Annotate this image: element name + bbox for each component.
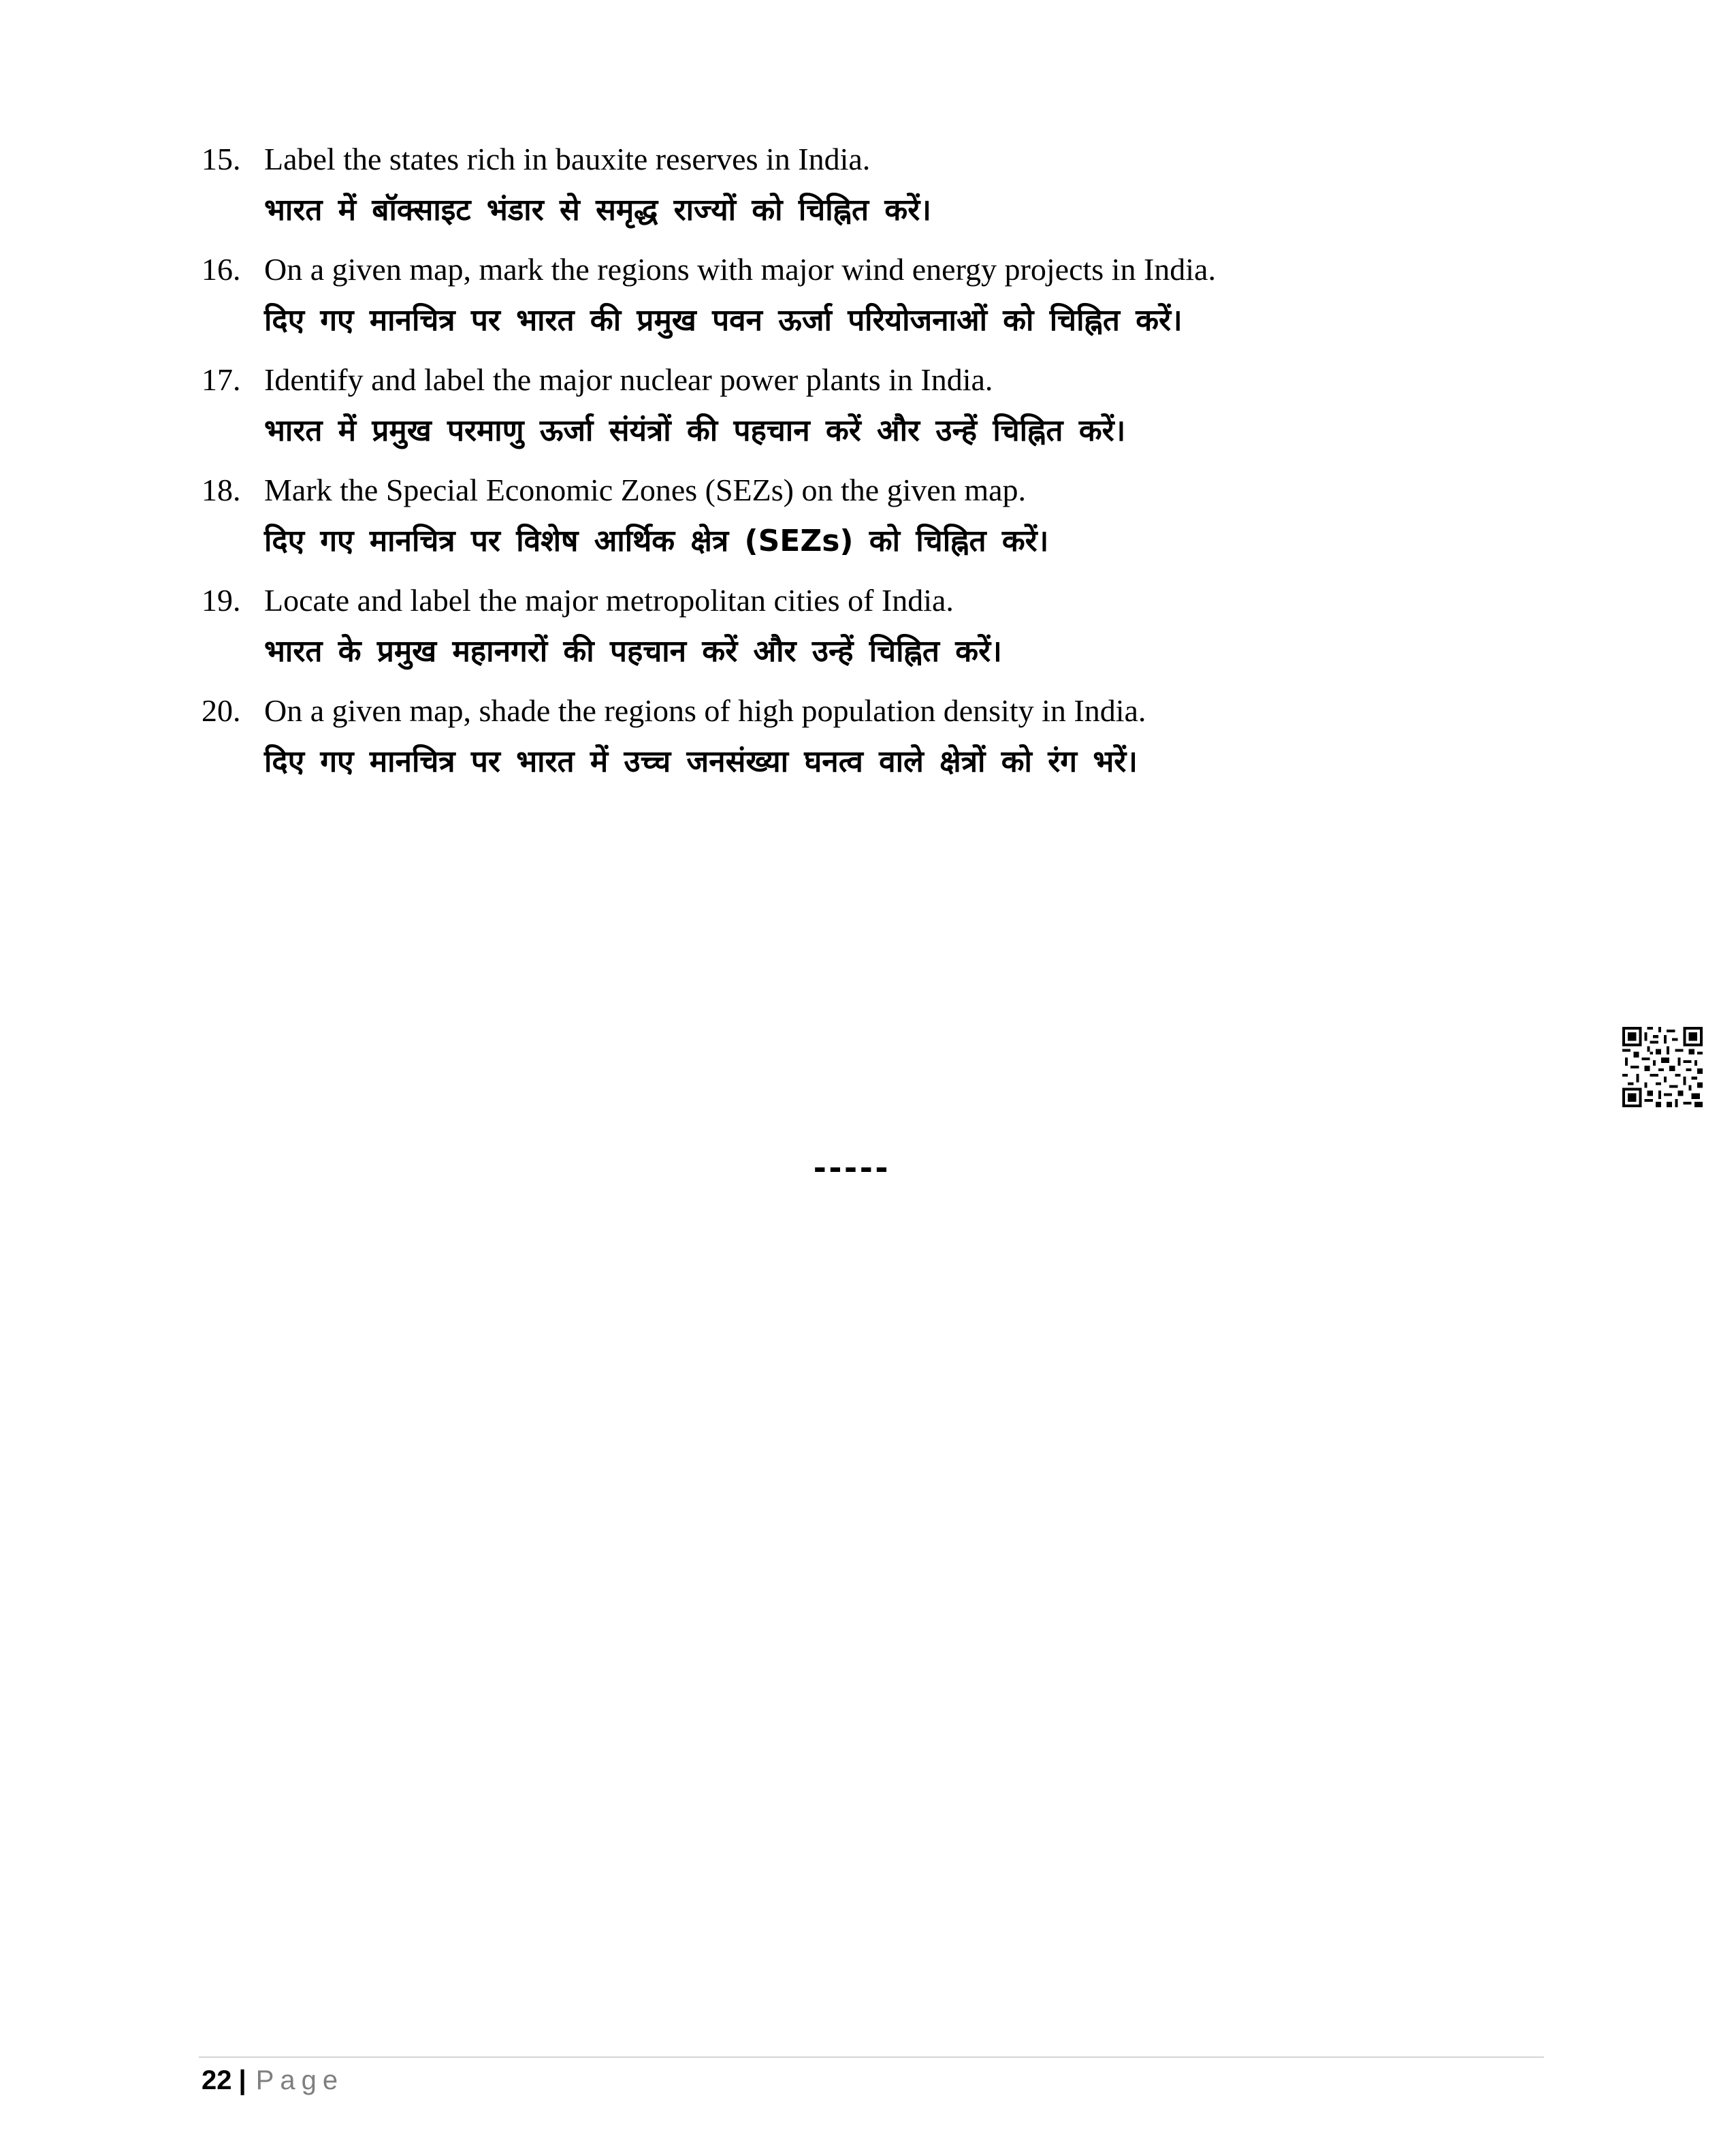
- question-text-english: Identify and label the major nuclear power plants in India.: [264, 362, 993, 397]
- page-label: Page: [255, 2065, 344, 2095]
- question-item: [202, 688, 1563, 798]
- question-list: [202, 136, 1563, 798]
- question-text-english: Locate and label the major metropolitan cities of India.: [264, 583, 954, 618]
- question-item: [202, 247, 1563, 357]
- footer-separator: |: [238, 2065, 246, 2095]
- question-number: 19.: [202, 583, 241, 618]
- page-number: 22: [202, 2065, 232, 2095]
- question-text-hindi: दिए गए मानचित्र पर भारत में उच्च जनसंख्या घनत्व वाले क्षेत्रों को रंग भरें।: [264, 744, 1138, 779]
- section-end-mark: -----: [814, 1145, 891, 1188]
- question-text-hindi: दिए गए मानचित्र पर विशेष आर्थिक क्षेत्र (SEZs) को चिह्नित करें।: [264, 524, 1049, 558]
- question-item: [202, 136, 1563, 247]
- question-text-hindi: भारत में बॉक्साइट भंडार से समृद्ध राज्यों को चिह्नित करें।: [264, 193, 931, 227]
- question-item: [202, 467, 1563, 577]
- question-text-english: On a given map, shade the regions of high population density in India.: [264, 693, 1146, 728]
- question-text-english: Mark the Special Economic Zones (SEZs) on the given map.: [264, 473, 1027, 507]
- question-item: [202, 357, 1563, 467]
- question-text-english: On a given map, mark the regions with major wind energy projects in India.: [264, 252, 1216, 287]
- question-number: 20.: [202, 693, 241, 728]
- question-number: 15.: [202, 142, 241, 176]
- question-item: [202, 577, 1563, 688]
- question-text-hindi: भारत के प्रमुख महानगरों की पहचान करें और उन्हें चिह्नित करें।: [264, 634, 1002, 669]
- question-number: 16.: [202, 252, 241, 287]
- question-number: 17.: [202, 362, 241, 397]
- qr-code-icon: [1622, 1027, 1703, 1107]
- question-text-hindi: भारत में प्रमुख परमाणु ऊर्जा संयंत्रों की पहचान करें और उन्हें चिह्नित करें।: [264, 413, 1126, 448]
- question-text-english: Label the states rich in bauxite reserves in India.: [264, 142, 871, 176]
- footer-divider: [199, 2056, 1544, 2058]
- question-text-hindi: दिए गए मानचित्र पर भारत की प्रमुख पवन ऊर्जा परियोजनाओं को चिह्नित करें।: [264, 303, 1183, 338]
- page-footer: [202, 2063, 344, 2097]
- question-number: 18.: [202, 473, 241, 507]
